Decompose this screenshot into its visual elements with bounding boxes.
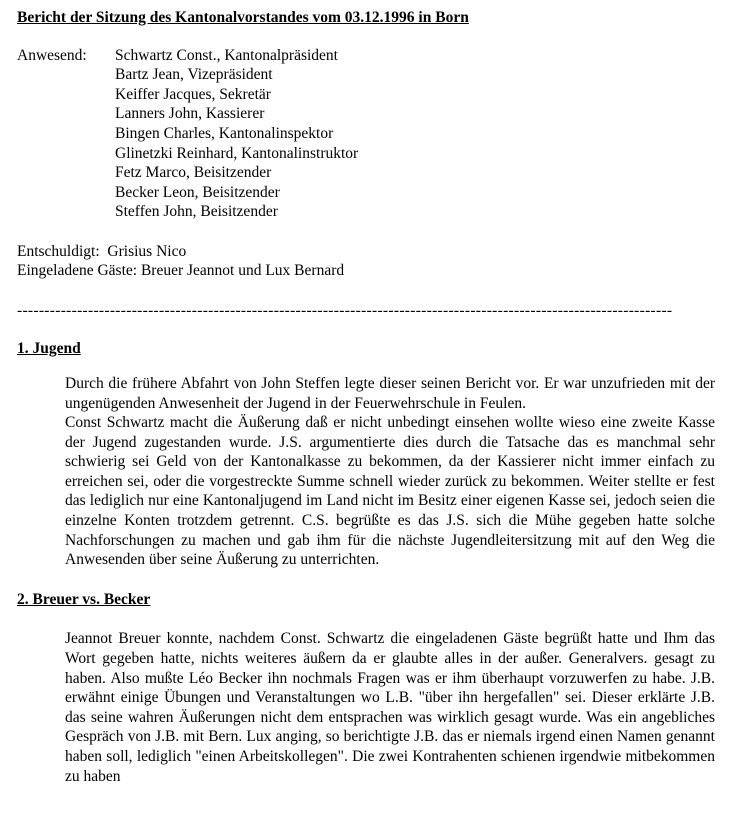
attendee: Becker Leon, Beisitzender xyxy=(115,183,280,201)
section-body-breuer-becker xyxy=(65,629,715,786)
guests-line: Eingeladene Gäste: Breuer Jeannot und Lux Bernard xyxy=(17,262,345,280)
attendee: Steffen John, Beisitzender xyxy=(115,203,278,221)
paragraph: Const Schwartz macht die Äußerung daß er nicht unbedingt einsehen wollte wieso eine zweite Kasse der Jugend zugestanden wurde. J.S. argumentierte dies durch die Tatsache das es manchmal sehr schwierig sei Geld von der Kantonalkasse zu bekommen, da der Kassierer nicht immer einfach zu erreichen sei, oder die vorgestreckte Summe schnell wieder zurück zu bekommen. Weiter stellte er fest das lediglich nur eine Kantonaljugend im Land nicht im Besitz einer eigenen Kasse sei, jedoch seien die einzelne Konten trotzdem getrennt. C.S. begrüßte es das J.S. sich die Mühe gegeben hatte solche Nachforschungen zu machen und gab ihm für die nächste Jugendleitersitzung mit auf den Weg die Anwesenden über seine Äußerung zu unterrichten. xyxy=(65,414,715,569)
present-label: Anwesend: xyxy=(17,46,87,64)
attendee: Lanners John, Kassierer xyxy=(115,105,265,123)
present-list xyxy=(115,46,717,222)
excused-line: Entschuldigt: Grisius Nico xyxy=(17,242,187,260)
divider-line: ------------------------------------------------------------------------------------------------------------------------ xyxy=(17,301,673,319)
attendee: Fetz Marco, Beisitzender xyxy=(115,164,272,182)
attendee: Bartz Jean, Vizepräsident xyxy=(115,66,273,84)
attendee: Keiffer Jacques, Sekretär xyxy=(115,85,271,103)
attendee: Glinetzki Reinhard, Kantonalinstruktor xyxy=(115,144,359,162)
section-heading-breuer-becker: 2. Breuer vs. Becker xyxy=(17,590,151,608)
document-page xyxy=(17,8,717,786)
paragraph: Durch die frühere Abfahrt von John Steffen legte dieser seinen Bericht vor. Er war unzufrieden mit der ungenügenden Anwesenheit der Jugend in der Feuerwehrschule in Feulen. xyxy=(65,374,715,412)
attendee: Schwartz Const., Kantonalpräsident xyxy=(115,46,338,64)
document-title: Bericht der Sitzung des Kantonalvorstandes vom 03.12.1996 in Born xyxy=(17,9,469,26)
section-body-jugend xyxy=(65,374,715,570)
attendance-block xyxy=(17,46,717,222)
attendee: Bingen Charles, Kantonalinspektor xyxy=(115,124,334,142)
section-heading-jugend: 1. Jugend xyxy=(17,340,81,358)
paragraph: Jeannot Breuer konnte, nachdem Const. Schwartz die eingeladenen Gäste begrüßt hatte und Ihm das Wort gegeben hatte, nichts weiteres äußern da er glaubte alles in der außer. Generalvers. gesagt zu haben. Also mußte Léo Becker ihn nochmals Fragen was er ihm überhaupt vorzuwerfen zu habe. J.B. erwähnt einige Übungen und Veranstaltungen wo L.B. "über ihn hergefallen" sei. Dieser erklärte J.B. das seine wahren Äußerungen nicht dem entsprachen was wirklich gesagt wurde. Was ein angebliches Gespräch von J.B. mit Bern. Lux anging, so berichtigte J.B. das er niemals irgend einen Namen genannt haben soll, lediglich "einen Arbeitskollegen". Die zwei Kontrahenten schienen irgendwie mitbekommen zu haben xyxy=(65,630,715,785)
